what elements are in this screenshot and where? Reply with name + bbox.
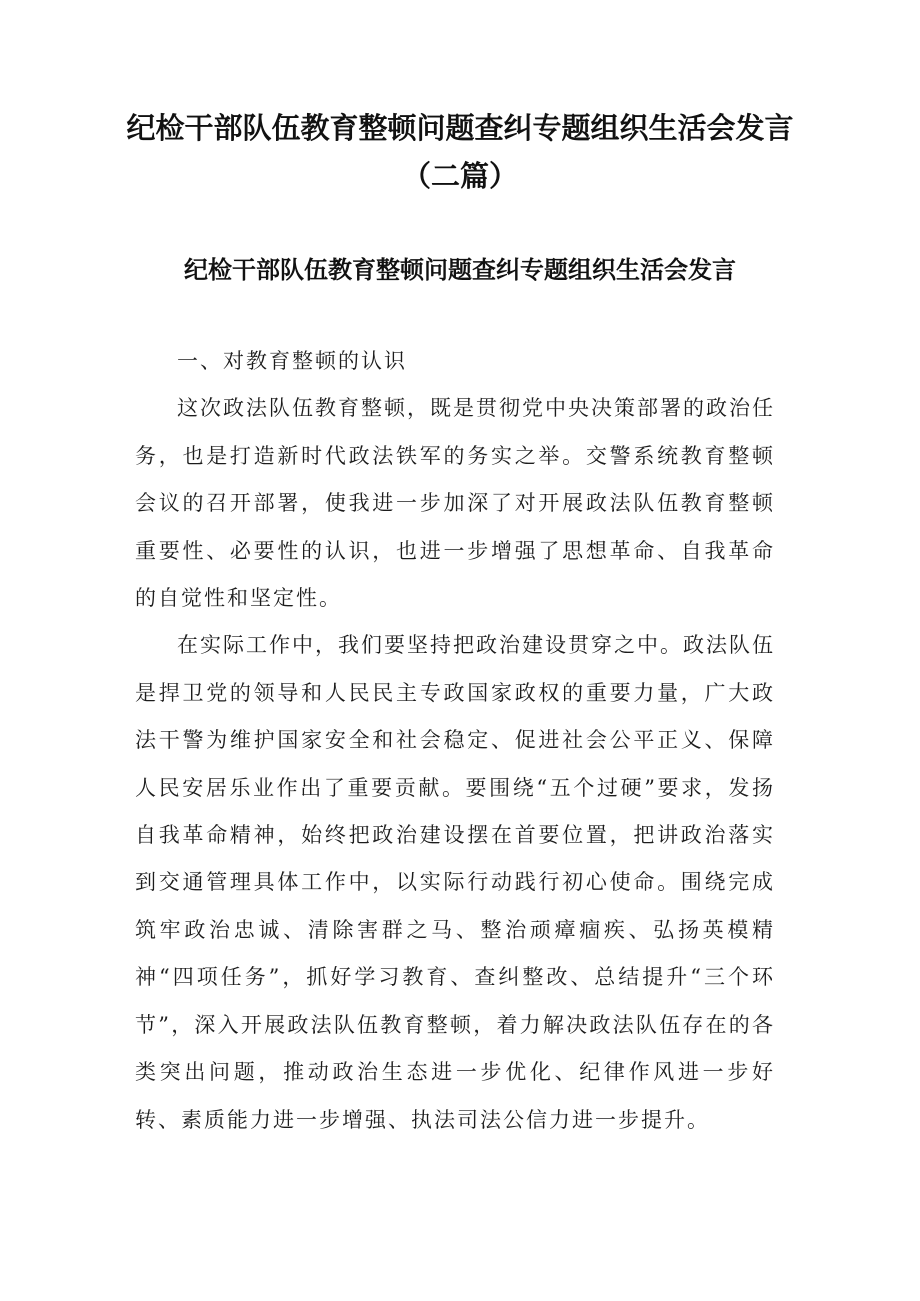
paragraph: 这次政法队伍教育整顿，既是贯彻党中央决策部署的政治任务，也是打造新时代政法铁军的务实之举。交警系统教育整顿会议的召开部署，使我进一步加深了对开展政法队伍教育整顿重要性、必要性的认识，也进一步增强了思想革命、自我革命的自觉性和坚定性。 xyxy=(135,396,775,611)
section-title: 纪检干部队伍教育整顿问题查纠专题组织生活会发言 xyxy=(184,256,736,284)
document-title-line2: （二篇） xyxy=(401,159,518,193)
document-title xyxy=(100,104,820,200)
section-heading: 一、对教育整顿的认识 xyxy=(177,349,407,373)
document-body xyxy=(135,338,775,1144)
paragraph: 在实际工作中，我们要坚持把政治建设贯穿之中。政法队伍是捍卫党的领导和人民民主专政国家政权的重要力量，广大政法干警为维护国家安全和社会稳定、促进社会公平正义、保障人民安居乐业作出了重要贡献。要围绕“五个过硬”要求，发扬自我革命精神，始终把政治建设摆在首要位置，把讲政治落实到交通管理具体工作中，以实际行动践行初心使命。围绕完成筑牢政治忠诚、清除害群之马、整治顽瘴痼疾、弘扬英模精神“四项任务”，抓好学习教育、查纠整改、总结提升“三个环节”，深入开展政法队伍教育整顿，着力解决政法队伍存在的各类突出问题，推动政治生态进一步优化、纪律作风进一步好转、素质能力进一步增强、执法司法公信力进一步提升。 xyxy=(135,633,775,1132)
document-title-line1: 纪检干部队伍教育整顿问题查纠专题组织生活会发言 xyxy=(126,111,794,145)
